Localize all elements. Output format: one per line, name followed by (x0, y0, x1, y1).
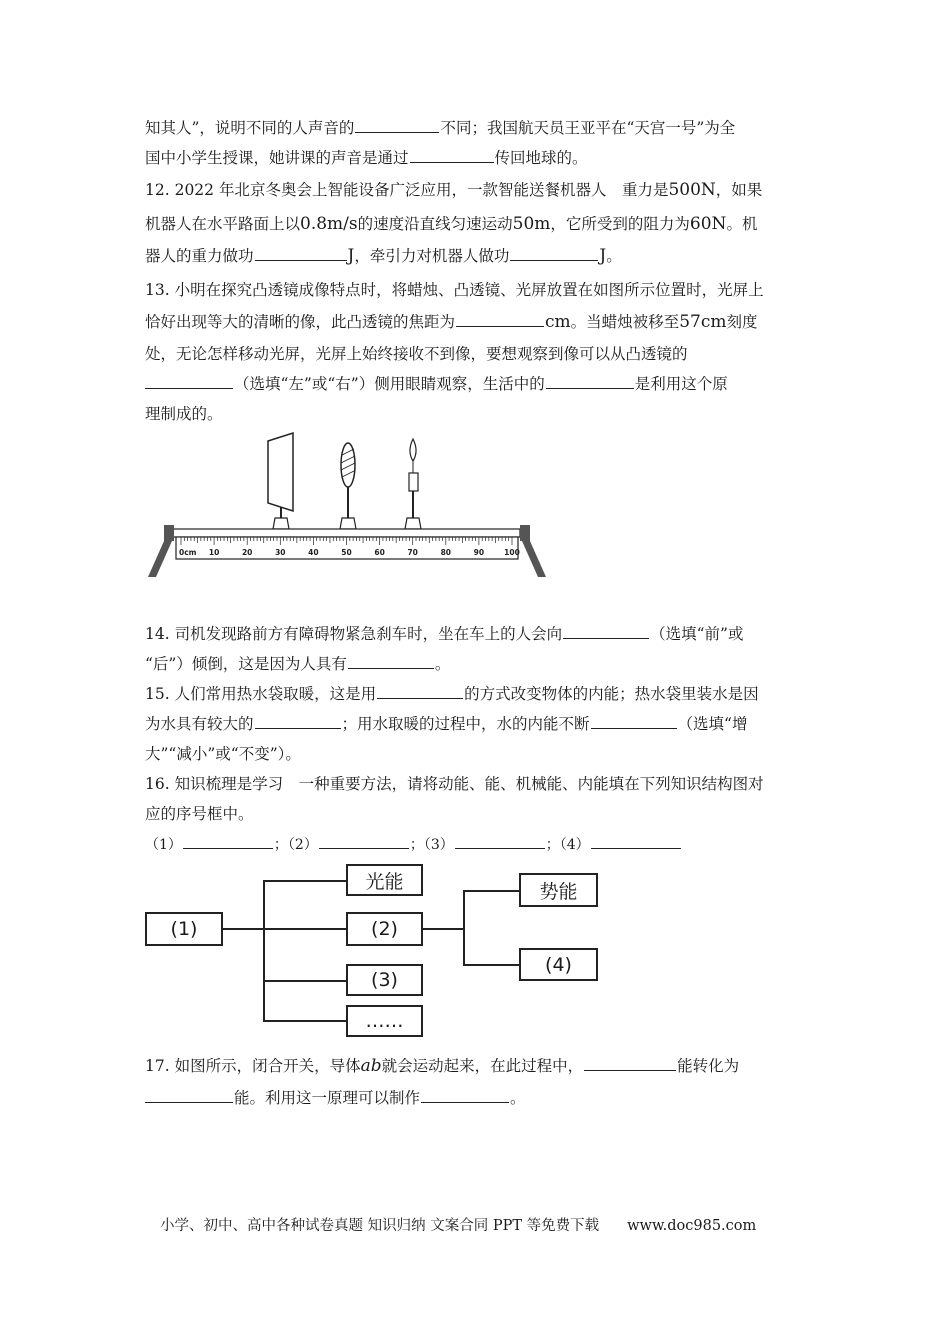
text: 。 (510, 1089, 526, 1107)
answer-blank[interactable] (591, 834, 681, 849)
text: 是利用这个原 (634, 375, 728, 393)
answer-blank[interactable] (455, 834, 545, 849)
q14-line2 (145, 654, 450, 674)
box-more (346, 1005, 423, 1037)
answer-blank[interactable] (255, 714, 341, 729)
bench-rail (166, 529, 520, 537)
unit: cm (545, 312, 571, 332)
text: 能。利用这一原理可以制作 (234, 1089, 421, 1107)
text: 的方式改变物体的内能；热水袋里装水是因 (464, 685, 759, 703)
box-4 (519, 948, 598, 981)
connector (463, 890, 519, 892)
text: 。 (606, 247, 622, 265)
box-2 (346, 912, 423, 946)
math-value: 57cm (679, 312, 727, 332)
box-label: 势能 (539, 880, 578, 903)
left-leg (148, 541, 172, 577)
text: 14. 司机发现路前方有障碍物紧急刹车时，坐在车上的人会向 (145, 625, 563, 643)
q12-line1 (145, 180, 762, 200)
text: 大”“减小”或“不变”）。 (145, 745, 301, 763)
q17-line2 (145, 1088, 526, 1108)
text: “后”）倾倒，这是因为人具有 (145, 655, 347, 673)
ruler-tick-label: 50 (341, 548, 352, 557)
answer-blank[interactable] (546, 374, 634, 389)
text: 处，无论怎样移动光屏，光屏上始终接收不到像，要想观察到像可以从凸透镜的 (145, 345, 688, 363)
q12-line3 (145, 246, 622, 266)
text: （选填“增 (677, 715, 748, 733)
q16-answer-line (145, 834, 682, 855)
text: 理制成的。 (145, 405, 223, 423)
unit: J (347, 246, 355, 266)
text: 。 (434, 655, 451, 673)
connector (463, 890, 465, 966)
candle-body (409, 473, 418, 491)
right-leg (522, 541, 546, 577)
math-value: 60N (689, 214, 727, 234)
q14-line1 (145, 624, 743, 644)
answer-blank[interactable] (183, 834, 273, 849)
answer-blank[interactable] (355, 118, 439, 133)
answer-blank[interactable] (584, 1056, 676, 1071)
candle-flame (410, 439, 416, 461)
ruler-tick-label: 60 (374, 548, 385, 557)
unit: J (599, 246, 607, 266)
q11-line1 (145, 118, 735, 138)
text: （选填“左”或“右”）侧用眼睛观察，生活中的 (234, 375, 545, 393)
box-label: (2) (371, 918, 398, 940)
footer-text: 小学、初中、高中各种试卷真题 知识归纳 文案合同 PPT 等免费下载 (160, 1218, 600, 1234)
optical-bench-figure (140, 425, 560, 585)
ruler-tick-label: 70 (407, 548, 418, 557)
left-end-block (164, 525, 174, 541)
connector (423, 928, 465, 930)
text: ；（4） (545, 837, 590, 853)
connector (263, 880, 265, 1022)
box-3 (346, 964, 423, 996)
q17-line1 (145, 1056, 739, 1076)
math-value: 0.8m/s (300, 214, 358, 234)
q11-line2 (145, 148, 588, 168)
ruler-tick-label: 80 (440, 548, 452, 557)
q15-line3 (145, 744, 301, 764)
math-value: ab (360, 1056, 382, 1076)
q13-line2 (145, 312, 757, 332)
ruler-tick-label: 100 (504, 548, 520, 557)
text: 。当蜡烛被移至 (570, 313, 680, 331)
box-label: …… (365, 1010, 404, 1032)
page-footer (160, 1214, 756, 1235)
box-1 (145, 912, 223, 946)
connector (263, 1020, 347, 1022)
answer-blank[interactable] (377, 684, 463, 699)
light-screen (268, 433, 293, 511)
box-label: (1) (170, 918, 198, 940)
text: 为水具有较大的 (145, 715, 254, 733)
connector (223, 928, 265, 930)
connector (263, 928, 347, 930)
connector (463, 964, 519, 966)
box-label: 光能 (365, 870, 404, 893)
ruler-tick-label: 0cm (179, 548, 197, 557)
answer-blank[interactable] (563, 624, 649, 639)
text: 知其人”，说明不同的人声音的 (145, 119, 355, 137)
q13-line1 (145, 280, 764, 300)
answer-blank[interactable] (456, 312, 544, 327)
text: 传回地球的。 (494, 149, 588, 167)
q15-line2 (145, 714, 747, 734)
answer-blank[interactable] (421, 1088, 509, 1103)
text: 13. 小明在探究凸透镜成像特点时，将蜡烛、凸透镜、光屏放置在如图所示位置时，光屏上 (145, 281, 764, 299)
connector (263, 880, 347, 882)
text: ，牵引力对机器人做功 (354, 247, 510, 265)
connector (263, 980, 347, 982)
text: 国中小学生授课，她讲课的声音是通过 (145, 149, 409, 167)
text: 12. 2022 年北京冬奥会上智能设备广泛应用，一款智能送餐机器人 重力是 (145, 181, 669, 199)
answer-blank[interactable] (145, 374, 233, 389)
answer-blank[interactable] (410, 148, 494, 163)
text: 不同；我国航天员王亚平在“天宫一号”为全 (440, 119, 736, 137)
text: ，如果 (715, 181, 763, 199)
answer-blank[interactable] (510, 246, 598, 261)
q16-line2 (145, 804, 254, 824)
box-label: (4) (545, 953, 572, 976)
text: ；用水取暖的过程中，水的内能不断 (341, 715, 590, 733)
text: 能转化为 (677, 1057, 740, 1075)
text: ，它所受到的阻力为 (550, 215, 690, 233)
ruler-tick-label: 40 (308, 548, 319, 557)
answer-blank[interactable] (591, 714, 677, 729)
text: （选填“前”或 (650, 625, 744, 643)
math-value: 500N (668, 180, 716, 200)
holders (273, 518, 421, 529)
text: 就会运动起来，在此过程中， (381, 1057, 584, 1075)
q15-line1 (145, 684, 759, 704)
ruler-tick-label: 10 (208, 548, 220, 557)
q13-line4 (145, 374, 728, 394)
q13-line5 (145, 404, 223, 424)
box-label: (3) (371, 969, 398, 991)
text: 的速度沿直线匀速运动 (357, 215, 513, 233)
q12-line2 (145, 214, 757, 234)
text: 刻度 (726, 313, 758, 331)
text: ；（2） (273, 837, 318, 853)
text: 恰好出现等大的清晰的像，此凸透镜的焦距为 (145, 313, 456, 331)
box-potential-energy (519, 873, 598, 907)
text: （1） (145, 837, 182, 853)
text: 应的序号框中。 (145, 805, 254, 823)
text: 。机 (726, 215, 758, 233)
text: 器人的重力做功 (145, 247, 254, 265)
answer-blank[interactable] (145, 1088, 233, 1103)
ruler-tick-label: 90 (473, 548, 485, 557)
answer-blank[interactable] (348, 654, 434, 669)
q13-line3 (145, 344, 688, 364)
footer-site-link[interactable]: www.doc985.com (627, 1218, 757, 1234)
q16-line1 (145, 774, 764, 794)
answer-blank[interactable] (319, 834, 409, 849)
text: 17. 如图所示，闭合开关，导体 (145, 1057, 361, 1075)
box-light-energy (346, 864, 423, 896)
text: ；（3） (409, 837, 454, 853)
ruler-tick-label: 30 (275, 548, 286, 557)
text: 机器人在水平路面上以 (145, 215, 301, 233)
ruler-tick-label: 20 (241, 548, 253, 557)
answer-blank[interactable] (255, 246, 347, 261)
math-value: 50m (512, 214, 551, 234)
text: 16. 知识梳理是学习 一种重要方法，请将动能、能、机械能、内能填在下列知识结构图对 (145, 775, 764, 793)
right-end-block (520, 525, 530, 541)
text: 15. 人们常用热水袋取暖，这是用 (145, 685, 377, 703)
